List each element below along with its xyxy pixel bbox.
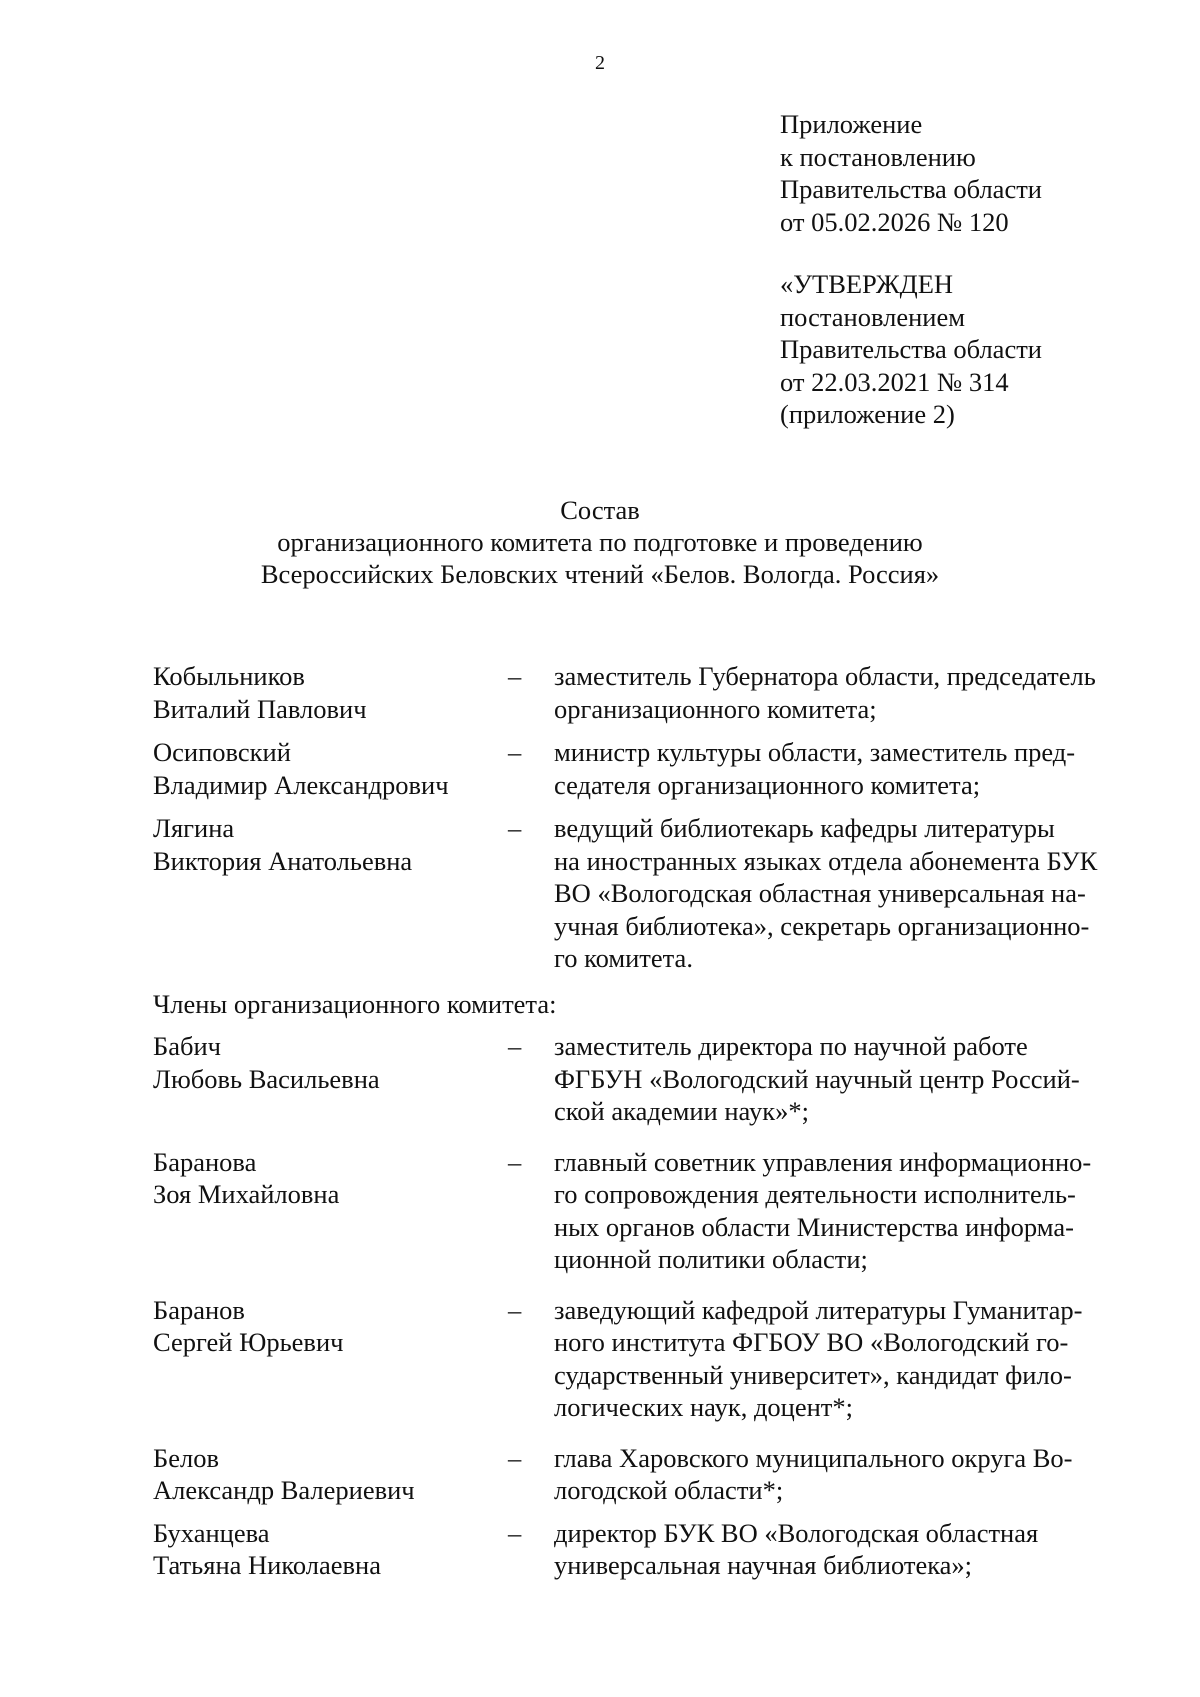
member-given-name: Владимир Александрович bbox=[153, 769, 449, 800]
member-description bbox=[554, 1294, 1143, 1424]
member-given-name: Виктория Анатольевна bbox=[153, 845, 413, 876]
dash: – bbox=[508, 1146, 522, 1177]
committee-list bbox=[153, 660, 1143, 1582]
approved-line: Правительства области bbox=[780, 334, 1042, 364]
description-line: го сопровождения деятельности исполнитель- bbox=[554, 1179, 1076, 1209]
member-surname: Бабич bbox=[153, 1031, 221, 1061]
title-line: организационного комитета по подготовке и проведению bbox=[277, 527, 923, 557]
description-line: ВО «Вологодская областная универсальная на- bbox=[554, 878, 1086, 908]
member-given-name: Сергей Юрьевич bbox=[153, 1327, 344, 1357]
dash: – bbox=[508, 1442, 522, 1473]
dash: – bbox=[508, 1517, 522, 1548]
member-name bbox=[153, 1146, 508, 1211]
description-line: заведующий кафедрой литературы Гуманитар- bbox=[554, 1294, 1083, 1325]
approved-line: (приложение 2) bbox=[780, 399, 955, 429]
description-line: универсальная научная библиотека»; bbox=[554, 1550, 973, 1580]
member-row bbox=[153, 1030, 1143, 1128]
member-description bbox=[554, 812, 1143, 975]
member-given-name: Любовь Васильевна bbox=[153, 1063, 380, 1094]
description-line: заместитель Губернатора области, председатель bbox=[554, 661, 1096, 691]
description-line: учная библиотека», секретарь организационно- bbox=[554, 910, 1090, 941]
member-row bbox=[153, 660, 1143, 725]
approved-line: «УТВЕРЖДЕН bbox=[780, 269, 954, 299]
member-surname: Буханцева bbox=[153, 1517, 270, 1548]
member-description bbox=[554, 736, 1143, 801]
member-description bbox=[554, 1517, 1143, 1582]
description-line: логодской области*; bbox=[554, 1475, 784, 1505]
member-name bbox=[153, 1030, 508, 1095]
member-surname: Баранов bbox=[153, 1294, 245, 1325]
description-line: седателя организационного комитета; bbox=[554, 769, 981, 800]
member-surname: Белов bbox=[153, 1442, 219, 1473]
member-name bbox=[153, 812, 508, 877]
approved-block bbox=[780, 268, 1042, 431]
document-title bbox=[0, 494, 1200, 590]
member-given-name: Зоя Михайловна bbox=[153, 1179, 340, 1209]
description-line: глава Харовского муниципального округа Во- bbox=[554, 1442, 1073, 1473]
page-number: 2 bbox=[595, 52, 605, 74]
member-name bbox=[153, 660, 508, 725]
member-row bbox=[153, 1294, 1143, 1424]
member-name bbox=[153, 1517, 508, 1582]
member-description bbox=[554, 1146, 1143, 1276]
member-given-name: Александр Валериевич bbox=[153, 1475, 415, 1505]
description-line: министр культуры области, заместитель пред- bbox=[554, 737, 1076, 767]
annex-line: Правительства области bbox=[780, 174, 1042, 204]
member-name bbox=[153, 1442, 508, 1507]
member-given-name: Виталий Павлович bbox=[153, 693, 367, 724]
description-line: ской академии наук»*; bbox=[554, 1096, 809, 1126]
description-line: ведущий библиотекарь кафедры литературы bbox=[554, 813, 1055, 843]
description-line: ного института ФГБОУ ВО «Вологодский го- bbox=[554, 1327, 1069, 1357]
description-line: организационного комитета; bbox=[554, 693, 877, 724]
member-name bbox=[153, 736, 508, 801]
title-line: Всероссийских Беловских чтений «Белов. Вологда. Россия» bbox=[260, 559, 940, 589]
member-description bbox=[554, 660, 1143, 725]
member-row bbox=[153, 736, 1143, 801]
member-surname: Кобыльников bbox=[153, 661, 305, 691]
member-surname: Баранова bbox=[153, 1146, 257, 1177]
dash: – bbox=[508, 661, 522, 691]
annex-line: к постановлению bbox=[780, 141, 976, 172]
member-row bbox=[153, 1517, 1143, 1582]
dash: – bbox=[508, 737, 522, 767]
member-name bbox=[153, 1294, 508, 1359]
annex-block bbox=[780, 108, 1042, 238]
approved-line: от 22.03.2021 № 314 bbox=[780, 366, 1009, 397]
description-line: главный советник управления информационно- bbox=[554, 1146, 1092, 1177]
description-line: ционной политики области; bbox=[554, 1244, 868, 1274]
dash: – bbox=[508, 1031, 522, 1061]
member-given-name: Татьяна Николаевна bbox=[153, 1550, 381, 1580]
description-line: сударственный университет», кандидат фило- bbox=[554, 1359, 1072, 1390]
approved-line: постановлением bbox=[780, 301, 965, 332]
member-row bbox=[153, 1442, 1143, 1507]
member-row bbox=[153, 1146, 1143, 1276]
description-line: директор БУК ВО «Вологодская областная bbox=[554, 1517, 1039, 1548]
member-description bbox=[554, 1030, 1143, 1128]
description-line: ФГБУН «Вологодский научный центр Россий- bbox=[554, 1063, 1080, 1094]
member-description bbox=[554, 1442, 1143, 1507]
member-surname: Лягина bbox=[153, 813, 235, 843]
dash: – bbox=[508, 813, 522, 843]
description-line: заместитель директора по научной работе bbox=[554, 1031, 1028, 1061]
description-line: логических наук, доцент*; bbox=[554, 1392, 853, 1422]
description-line: на иностранных языках отдела абонемента БУК bbox=[554, 845, 1098, 876]
description-line: ных органов области Министерства информа- bbox=[554, 1211, 1074, 1242]
annex-line: от 05.02.2026 № 120 bbox=[780, 206, 1009, 237]
member-row bbox=[153, 812, 1143, 975]
annex-line: Приложение bbox=[780, 109, 923, 139]
members-section-label: Члены организационного комитета: bbox=[153, 988, 557, 1019]
title-line: Состав bbox=[560, 495, 640, 525]
description-line: го комитета. bbox=[554, 943, 693, 973]
member-surname: Осиповский bbox=[153, 737, 291, 767]
dash: – bbox=[508, 1294, 522, 1325]
